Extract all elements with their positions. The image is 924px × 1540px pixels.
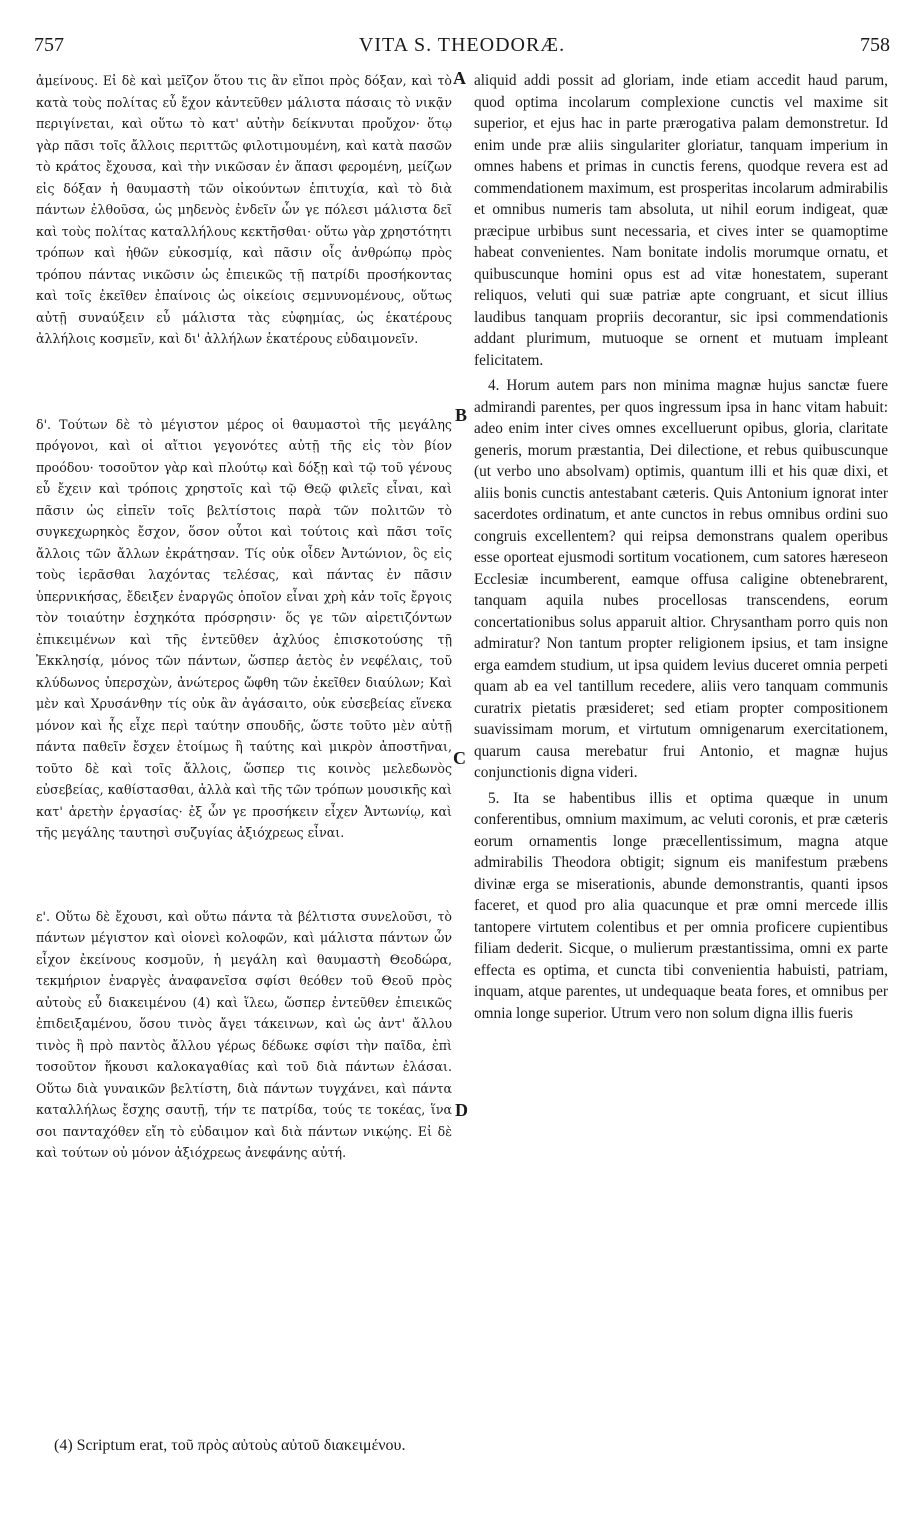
margin-letter-d: D: [455, 1100, 468, 1120]
margin-letter-c: C: [453, 748, 466, 768]
running-title: VITA S. THEODORÆ.: [358, 34, 566, 56]
greek-column: [36, 70, 452, 1164]
greek-paragraph-1: ἀμείνους. Εἰ δὲ καὶ μεῖζον ὅτου τις ἂν εἴποι πρὸς δόξαν, καὶ τὸ κατὰ τοὺς πολίτας εὖ ἔχον κἀντεῦθεν μάλιστα πάσαις τὸ νικᾷν περιγίνεται, καὶ οὕτω τὸ κατ' αὐτὴν δείκνυται προὔχον· ὅτῳ γὰρ πᾶσι τοῖς ἄλλοις περιττῶς φιλοτιμουμένη, καὶ κατὰ πασῶν τὸ κράτος ἔχουσα, καὶ τὴν νικῶσαν ἐν ἅπασι φερομένη, μείζων εἰς δόξαν ἡ θαυμαστὴ τῶν οἰκούντων ἐπιτυχία, καὶ τὸ διὰ πάντων ἐλθοῦσα, ὡς μηδενὸς ἐνδεῖν ὧν γε πόλεσι μάλιστα δεῖ καὶ τοὺς πολίτας καταλλήλους κεκτῆσθαι· οὕτω γὰρ χρηστότητι τρόπων καὶ ἠθῶν εὐκοσμίᾳ, καὶ πᾶσιν οἷς ἀνθρώπῳ πρὸς τρόπου πάντας νικῶσιν ὡς ἐπιεικῶς τῇ πατρίδι προσήκοντας καὶ τοῖς ἐκεῖθεν ἐπαίνοις ὡς οἰκείοις σεμνυνομένους, οὕτως αὐτῇ συναύξειν εὖ μάλιστα τὰς εὐφημίας, ὡς ἑκατέρους ἀλλήλοις κοσμεῖν, καὶ δι' ἀλλήλων ἑκατέρους εὐδαιμονεῖν.: [36, 73, 452, 346]
page-number-right: 758: [860, 34, 890, 56]
latin-column: [474, 70, 888, 1024]
greek-paragraph-2: δ'. Τούτων δὲ τὸ μέγιστον μέρος οἱ θαυμαστοὶ τῆς μεγάλης πρόγονοι, καὶ οἱ αἴτιοι γεγονότες αὐτῇ τῆς εἰς τὸν βίον προόδου· τοσοῦτον γὰρ καὶ πλούτῳ καὶ δόξῃ καὶ τῷ τοῦ γένους εὖ ἔχειν καὶ τρόποις χρηστοῖς καὶ τῷ Θεῷ φιλεῖς εἶναι, καὶ πᾶσιν ὡς εἰπεῖν τοῖς βελτίστοις παρὰ τῶν πολιτῶν τὸ συγκεχωρηκὸς ἔσχον, ὅσον οὗτοι καὶ τούτοις καὶ πᾶσι τοῖς ἄλλοις τῶν ἄλλων ἐκράτησαν. Τίς οὐκ οἶδεν Ἀντώνιον, ὃς εἰς τοὺς ἱερᾶσθαι λαχόντας τελέσας, καὶ πάντας ἐν πᾶσιν ὑπερνικήσας, ἔδειξεν ἐναργῶς ὁποῖον εἶναι χρὴ κἀν τοῖς ἔργοις τὸν τοιαύτην ἐσχηκότα πρόσρησιν· ὅς γε τῶν αἱρετιζόντων ἐπικειμένων καὶ τῆς ἐντεῦθεν ἀχλύος ἐπισκοτούσης τῇ Ἐκκλησίᾳ, μόνος τῶν πάντων, ὥσπερ ἀετὸς ἐν νεφέλαις, τοῦ κλύδωνος ὑπερσχὼν, ἀνώτερος ὤφθη τῶν ἐκεῖθεν διαύλων; Καὶ μὲν καὶ Χρυσάνθην τίς οὐκ ἂν ἀγάσαιτο, οὐκ εὐσεβείας εἵνεκα μόνον καὶ ἧς εἶχε περὶ ταύτην σπουδῆς, ὥστε τοῦτο μὲν αὐτῇ πάντα παθεῖν ἔσχεν ἑτοίμως ἢ ταύτης καὶ μικρὸν ἀποστῆναι, τοῦτο δὲ καὶ τοῖς ἄλλοις, ὥσπερ τις κοινὸς μελεδωνὸς εὐσεβείας, καθίστασθαι, ἀλλὰ καὶ τῆς τῶν τρόπων μουσικῆς καὶ κατ' ἀρετὴν ἐργασίας· ἐξ ὧν γε προσήκειν εἶχεν Ἀντωνίῳ, καὶ τῆς μεγάλης ταυτησὶ συζυγίας ἀξιόχρεως εἶναι.: [36, 416, 452, 840]
page-header: [34, 34, 890, 60]
margin-letter-a: A: [453, 68, 466, 88]
footnote: (4) Scriptum erat, τοῦ πρὸς αὐτοὺς αὐτοῦ διακειμένου.: [54, 1437, 406, 1454]
margin-letter-b: B: [455, 405, 468, 425]
latin-paragraph-3: 5. Ita se habentibus illis et optima quæque in unum conferentibus, omnium maximum, ac veluti coronis, et præ cæteris eorum ornamentis longe præcellentissimum, magna atque admirabilis Theodora obtigit; signum eis manifestum præbens divinæ erga se miserationis, abunde demonstrantis, quanti ipsos faceret, et quod pro alia quacunque et præ omni mercede illis tantopere virtutem colentibus et per omnia proficere cupientibus filiam dederit. Sicque, o mulierum præstantissima, omni ex parte effecta es optima, et cuncta tibi convenientia habuisti, patriam, inquam, atque parentes, ut undequaque beata fores, et omnibus per omnia longe superior. Utrum vero non solum digna illis fueris: [474, 789, 888, 1022]
latin-paragraph-1: aliquid addi possit ad gloriam, inde etiam accedit haud parum, quod optima incolarum complexione cunctis vel maxime sit superior, et ejus hac in parte prærogativa palam demonstretur. Id enim unde præ aliis singulariter gloriatur, tanquam imperium in omnes habens et primas in cunctis ferens, quodque revera est ad commendationem maximum, est prosperitas incolarum admirabilis et omnibus numeris tam absoluta, ut nihil eorum indigeat, quæ præcipue urbibus sunt necessaria, et cives inter se quamoptime habeat convenientes. Nam bonitate indolis morumque ornatu, et quibuscunque homini opus est ad vitæ honestatem, superant reliquos, veluti qui suæ patriæ apte congruant, et sicut illius laudibus tanquam propriis decorantur, sic ipsi commendationis addant plurimum, mutuoque se ornent et mutuam impleant felicitatem.: [474, 72, 888, 369]
latin-paragraph-2: 4. Horum autem pars non minima magnæ hujus sanctæ fuere admirandi parentes, per quos ingressum ipsa in hanc vitam habuit: adeo enim inter cives omnes excelluerunt opibus, gloria, claritate generis, morum præstantia, Dei dilectione, et rebus quibuscunque (ut verbo uno absolvam) optimis, quantum illi et his quæ dixi, et aliis bonis cunctis antestabant cæteris. Quis Antonium ignorat inter sacerdotes ordinatum, et ante cunctos in rebus omnibus ordini suo congruis excellentem? qui reipsa demonstrans qualem operibus esse oporteat ejusmodi sortitum vocationem, cum satores hæreseon Ecclesiæ incumberent, eamque offusa caligine obtenebrarent, tanquam aquila nubes procellosas transcendens, eorum concertationibus solus apparuit altior. Chrysantham porro quis non admiratur? Non tantum propter religionem ipsius, et tam insigne erga eamdem studium, ut ipsa quidem levius duceret omnia perpeti quam ab ea vel tantillum recedere, aliis vero tanquam communis curatrix pietatis præsideret; sed etiam propter compositionem suavissimam morum, et virtutum omnigenarum exercitationem, quarum causa merebatur frui Antonio, et magnæ hujus conjunctionis digna videri.: [474, 377, 888, 781]
page-number-left: 757: [34, 34, 64, 56]
greek-paragraph-3: ε'. Οὕτω δὲ ἔχουσι, καὶ οὕτω πάντα τὰ βέλτιστα συνελοῦσι, τὸ πάντων μέγιστον καὶ οἱονεὶ κολοφῶν, καὶ μάλιστα πάντων ὧν εἶχον ἐκείνους κοσμοῦν, ἡ μεγάλη καὶ θαυμαστὴ Θεοδώρα, τεκμήριον ἐναργὲς ἀναφανεῖσα σφίσι θεόθεν τοῦ Θεοῦ πρὸς αὐτοὺς εὖ διακειμένου (4) καὶ ἵλεω, ὥσπερ ἐντεῦθεν ἐπιεικῶς ἐπιδειξαμένου, ὅσου τινὸς ἄγει τάκεινων, καὶ ὡς ἀντ' ἄλλου τινὸς ἢ πρὸ παντὸς ἄλλου γέρως δέδωκε σφίσι τὴν παῖδα, ἐπὶ τοσοῦτον ἥκουσι καλοκαγαθίας καὶ τοῦ διὰ πάντων ἐλάσαι. Οὕτω διὰ γυναικῶν βελτίστη, διὰ πάντων τυγχάνει, καὶ πάντα καταλλήλως ἔσχης σαυτῇ, τήν τε πατρίδα, τούς τε τοκέας, ἵνα σοι πανταχόθεν εἴη τὸ εὐδαιμον καὶ διὰ πάντων νικῴης. Εἰ δὲ καὶ τούτων οὐ μόνον ἀξιόχρεως ἀνεφάνης αὐτή.: [36, 908, 452, 1160]
